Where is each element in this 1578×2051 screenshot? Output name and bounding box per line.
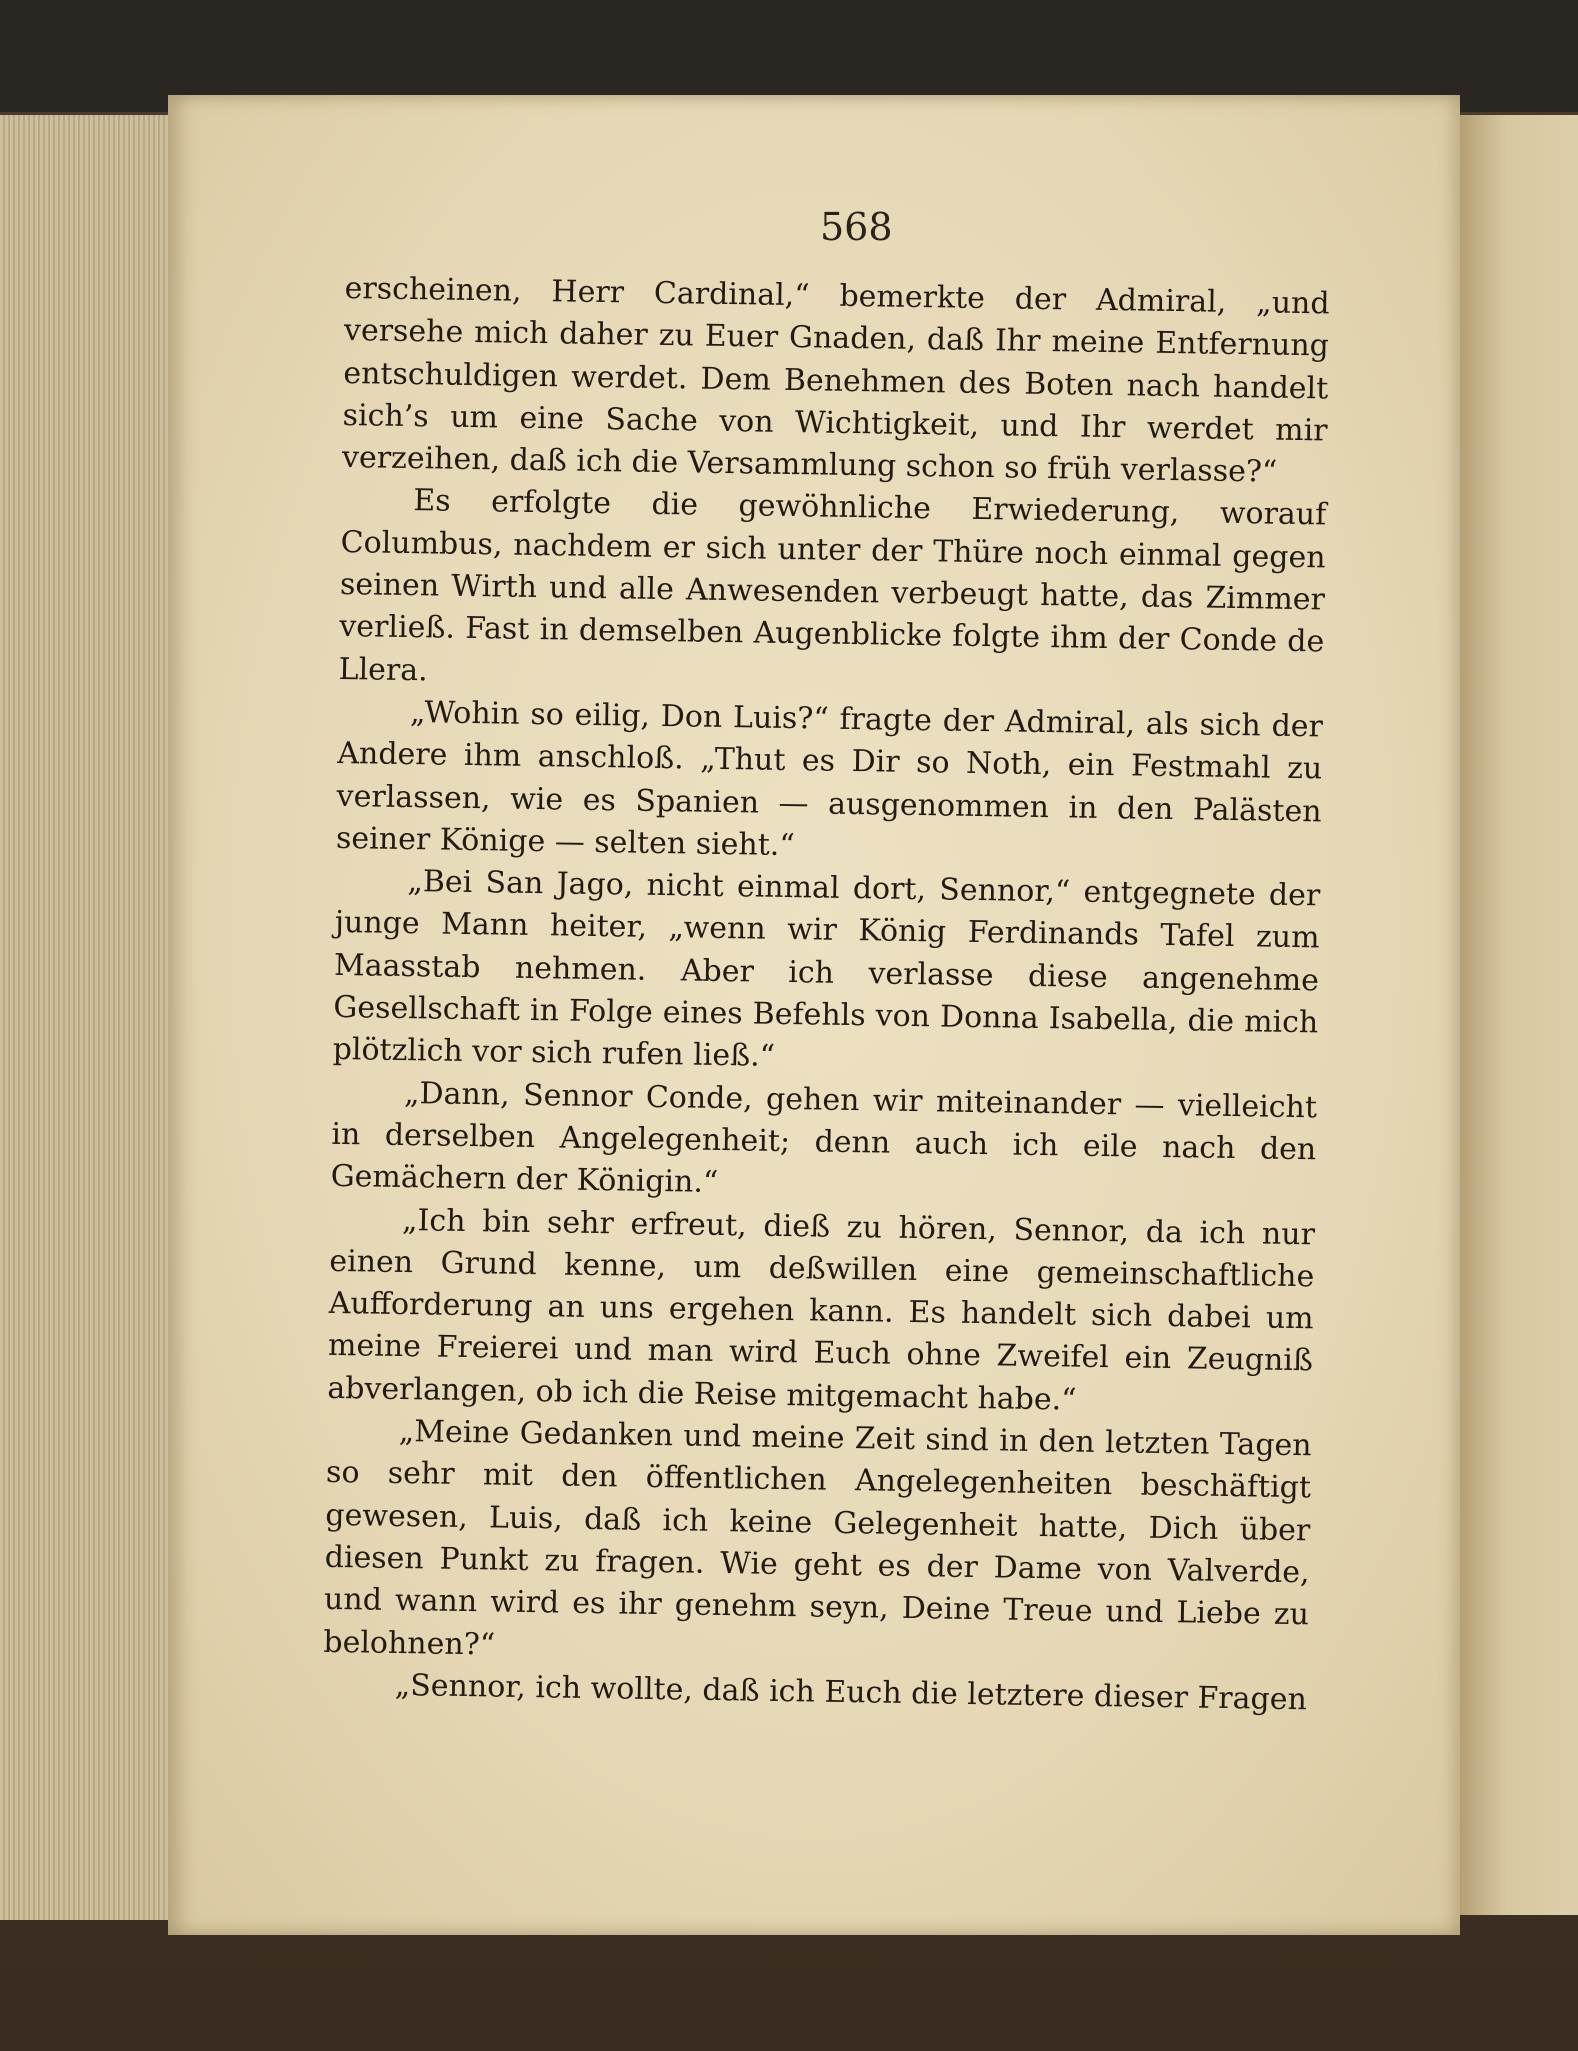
paragraph: „Dann, Sennor Conde, gehen wir miteinander — vielleicht in derselben Angelegenheit; denn auch ich eile nach den Gemächern der Königin.“ <box>330 1075 1318 1201</box>
facing-page-edge <box>1460 115 1578 1915</box>
page-number: 568 <box>820 205 893 249</box>
paragraph: „Ich bin sehr erfreut, dieß zu hören, Sennor, da ich nur einen Grund kenne, um deßwillen eine gemeinschaftliche Aufforderung an uns ergehen kann. Es handelt sich dabei um meine Freierei und man wird Euch ohne Zweifel ein Zeugniß abverlangen, ob ich die Reise mitgemacht habe.“ <box>327 1202 1316 1418</box>
paragraph: „Sennor, ich wollte, daß ich Euch die letztere dieser Fragen <box>394 1667 1308 1718</box>
paragraph: „Bei San Jago, nicht einmal dort, Sennor,“ entgegnete der junge Mann heiter, „wenn wir König Ferdinands Tafel zum Maasstab nehmen. Aber ich verlasse diese angenehme Gesellschaft in Folge eines Befehls von Donna Isabella, die mich plötzlich vor sich rufen ließ.“ <box>332 864 1321 1075</box>
paragraph: Es erfolgte die gewöhnliche Erwiederung, worauf Columbus, nachdem er sich unter der Thüre noch einmal gegen seinen Wirth und alle Anwesenden verbeugt hatte, das Zimmer verließ. Fast in demselben Augenblicke folgte ihm der Conde de Llera. <box>338 483 1327 689</box>
page-text <box>322 268 1329 1721</box>
page-edges <box>0 115 172 1920</box>
paragraph: „Meine Gedanken und meine Zeit sind in den letzten Tagen so sehr mit den öffentlichen Angelegenheiten beschäftigt gewesen, Luis, daß ich keine Gelegenheit hatte, Dich über diesen Punkt zu fragen. Wie geht es der Dame von Valverde, und wann wird es ihr genehm seyn, Deine Treue und Liebe zu belohnen?“ <box>323 1414 1312 1663</box>
paragraph: erscheinen, Herr Cardinal,“ bemerkte der Admiral, „und versehe mich daher zu Euer Gnaden, daß Ihr meine Entfernung entschuldigen werdet. Dem Benehmen des Boten nach handelt sich’s um eine Sache von Wichtigkeit, und Ihr werdet mir verzeihen, daß ich die Versammlung schon so früh verlasse?“ <box>341 270 1330 490</box>
paragraph: „Wohin so eilig, Don Luis?“ fragte der Admiral, als sich der Andere ihm anschloß. „Thut es Dir so Noth, ein Festmahl zu verlassen, wie es Spanien — ausgenommen in den Palästen seiner Könige — selten sieht.“ <box>335 695 1324 863</box>
